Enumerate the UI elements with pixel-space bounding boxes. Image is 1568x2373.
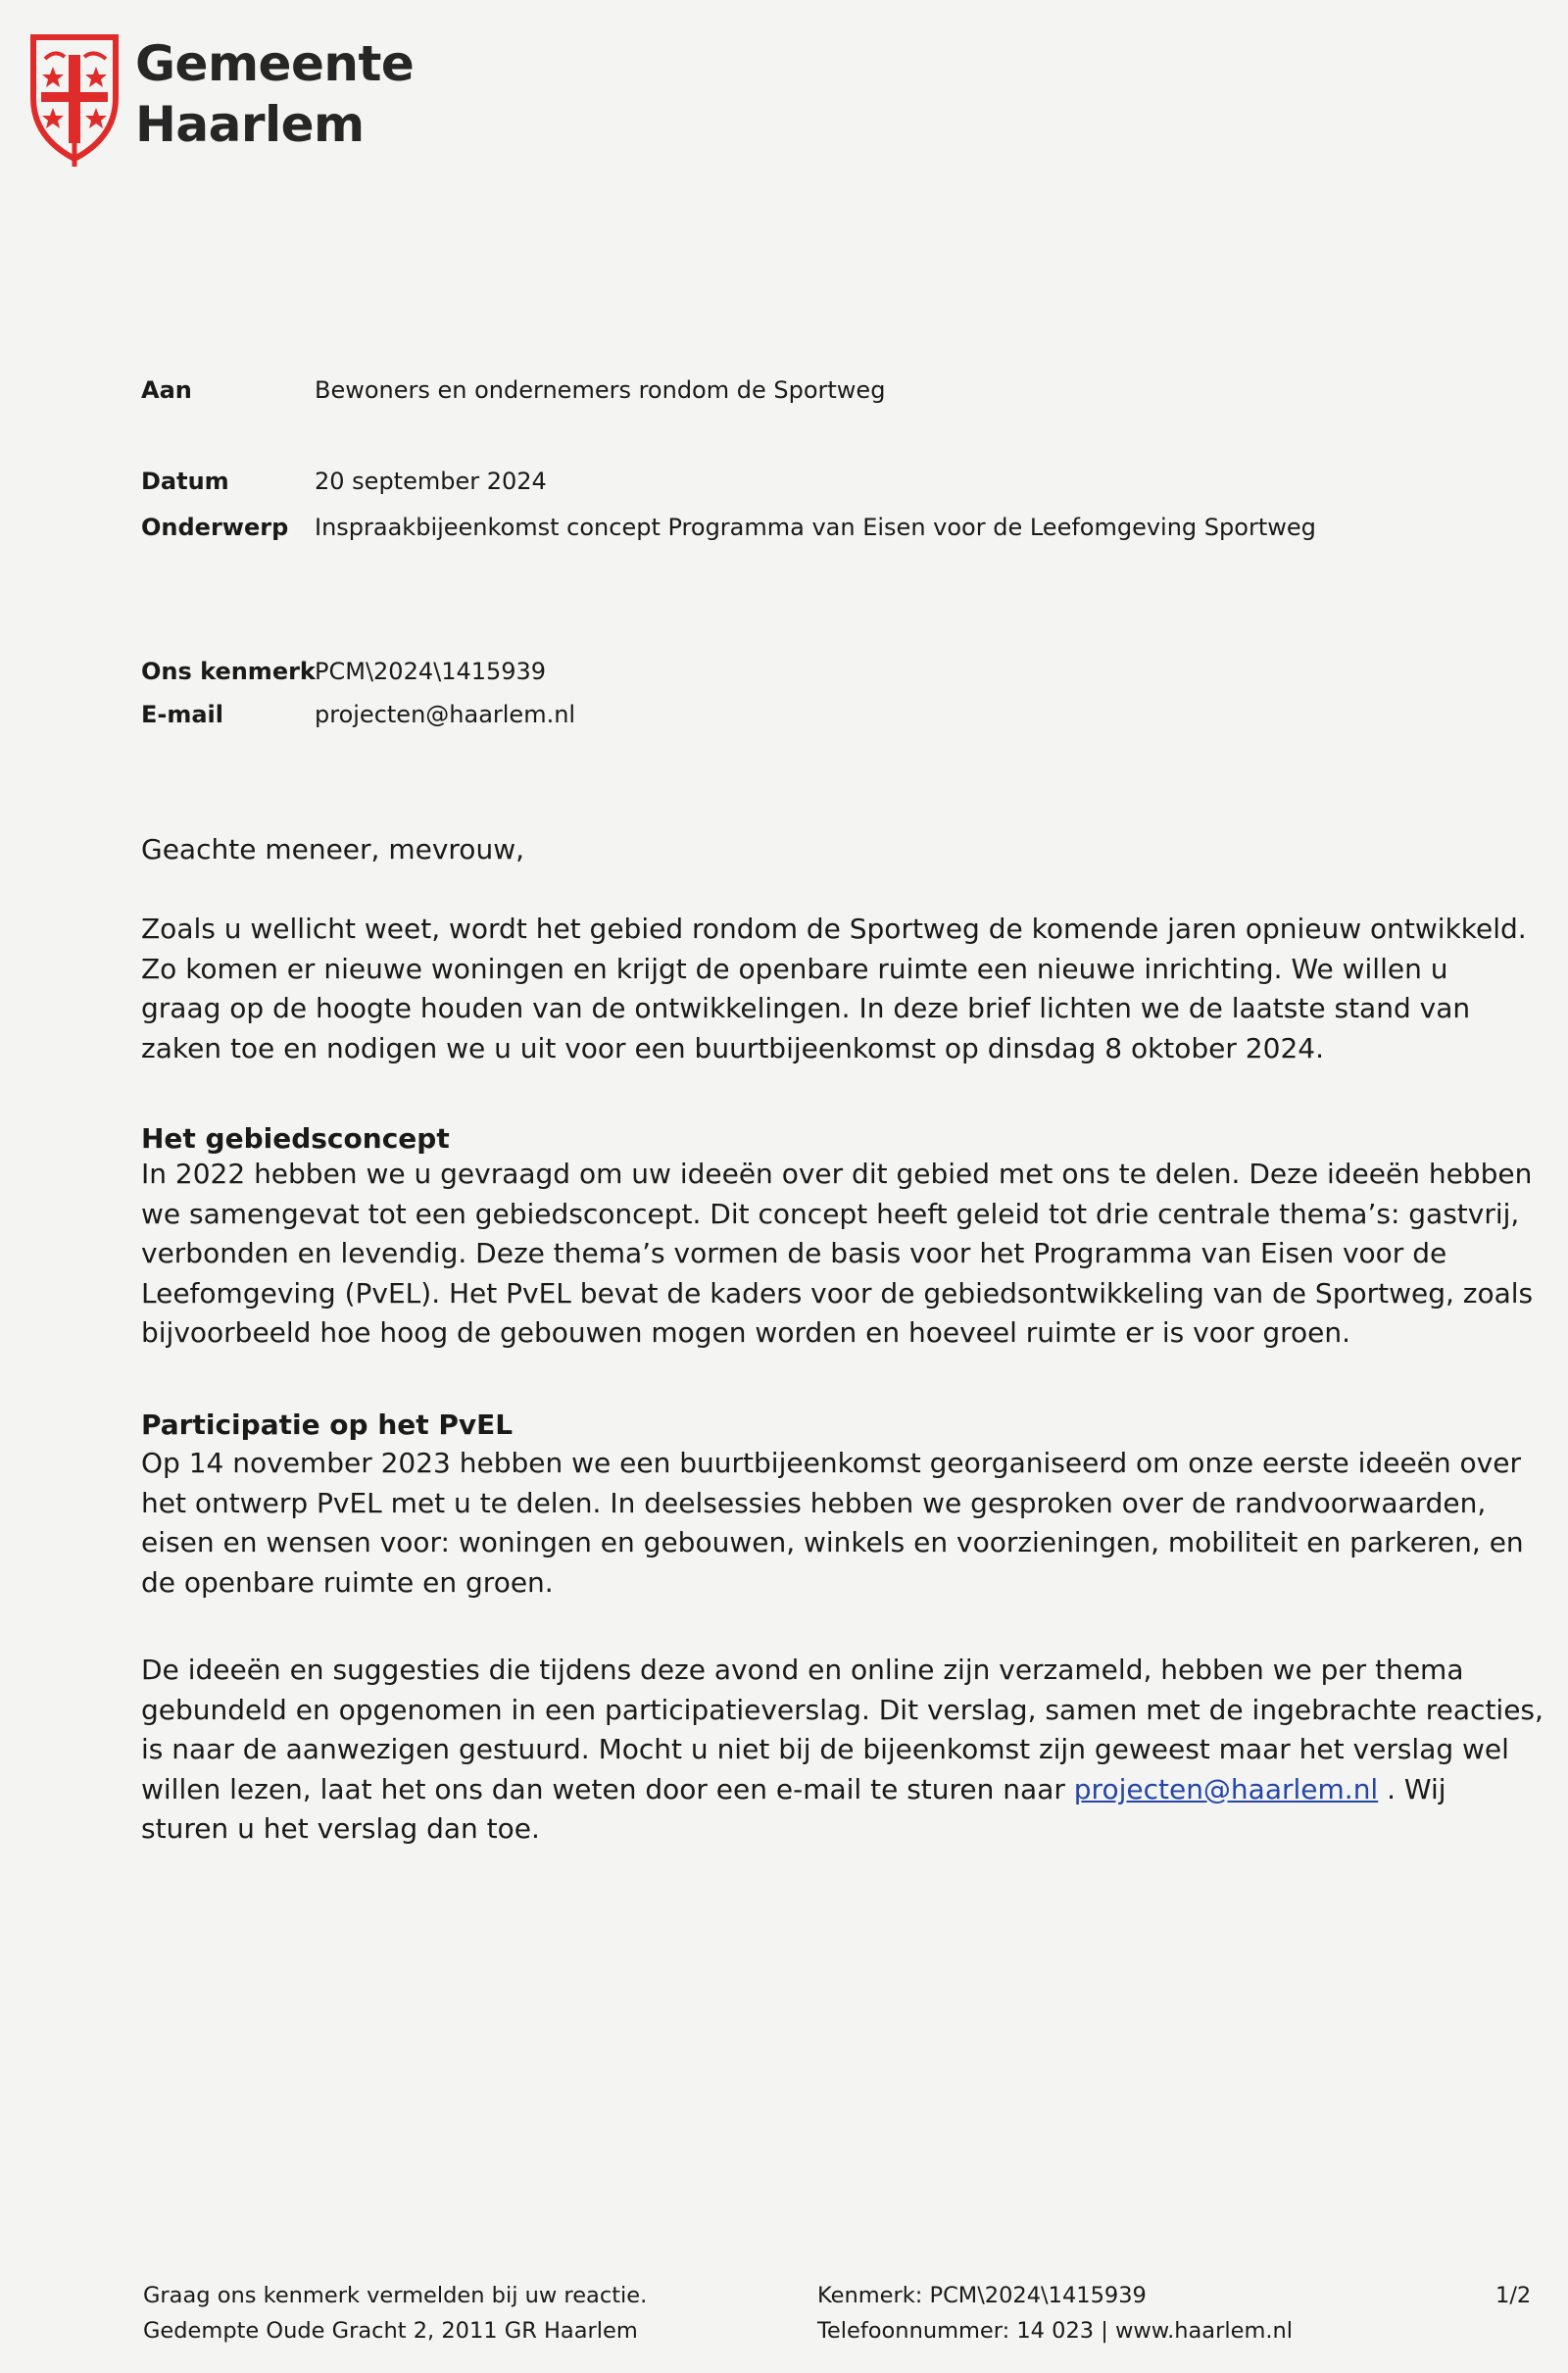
- paragraph-line: is naar de aanwezigen gestuurd. Mocht u niet bij de bijeenkomst zijn geweest maar het verslag wel: [141, 1733, 1509, 1766]
- paragraph-line: bijvoorbeeld hoe hoog de gebouwen mogen worden en hoeveel ruimte er is voor groen.: [141, 1316, 1351, 1350]
- paragraph-line: Leefomgeving (PvEL). Het PvEL bevat de kaders voor de gebiedsontwikkeling van de Sportweg, zoals: [141, 1276, 1534, 1310]
- paragraph-line: de openbare ruimte en groen.: [141, 1565, 554, 1599]
- recipient-value: Bewoners en ondernemers rondom de Sportweg: [315, 376, 886, 404]
- subject-label: Onderwerp: [141, 514, 289, 541]
- reference-value: PCM\2024\1415939: [315, 658, 547, 685]
- footer-center: [817, 2278, 1293, 2348]
- gebiedsconcept-paragraph: [141, 1155, 1533, 1354]
- paragraph-line: Op 14 november 2023 hebben we een buurtbijeenkomst georganiseerd om onze eerste ideeën over: [141, 1447, 1521, 1479]
- email-value[interactable]: projecten@haarlem.nl: [315, 701, 576, 728]
- paragraph-line: sturen u het verslag dan toe.: [141, 1812, 540, 1846]
- line-text: . Wij: [1378, 1772, 1446, 1805]
- intro-line: zaken toe en nodigen we u uit voor een buurtbijeenkomst op dinsdag 8 oktober 2024.: [141, 1031, 1324, 1064]
- footer-note: Graag ons kenmerk vermelden bij uw reactie.: [143, 2283, 648, 2308]
- footer-phone: Telefoonnummer: 14 023 | www.haarlem.nl: [817, 2318, 1294, 2344]
- projecten-email-link[interactable]: projecten@haarlem.nl: [1073, 1772, 1379, 1805]
- footer-left: [143, 2278, 647, 2348]
- paragraph-line: verbonden en levendig. Deze thema’s vormen de basis voor het Programma van Eisen voor de: [141, 1237, 1447, 1270]
- section-heading-gebiedsconcept: Het gebiedsconcept: [141, 1122, 450, 1155]
- participatie-paragraph: [141, 1444, 1533, 1603]
- intro-line: Zoals u wellicht weet, wordt het gebied rondom de Sportweg de komende jaren opnieuw ontwikkeld.: [141, 913, 1527, 945]
- paragraph-line: [141, 1770, 1533, 1810]
- section-heading-participatie: Participatie op het PvEL: [141, 1409, 514, 1441]
- haarlem-coat-of-arms-icon: [25, 29, 123, 167]
- email-label: E-mail: [141, 701, 224, 728]
- footer-reference: Kenmerk: PCM\2024\1415939: [817, 2283, 1147, 2308]
- reference-label: Ons kenmerk: [141, 658, 316, 685]
- subject-value: Inspraakbijeenkomst concept Programma van Eisen voor de Leefomgeving Sportweg: [315, 514, 1316, 541]
- page-number: 1/2: [1495, 2283, 1532, 2308]
- logo-line-1: Gemeente: [135, 35, 415, 92]
- logo-line-2: Haarlem: [135, 96, 365, 153]
- gemeente-haarlem-logo: [25, 29, 457, 167]
- date-label: Datum: [141, 468, 229, 495]
- intro-line: graag op de hoogte houden van de ontwikkelingen. In deze brief lichten we de laatste stand van: [141, 992, 1471, 1025]
- intro-line: Zo komen er nieuwe woningen en krijgt de openbare ruimte een nieuwe inrichting. We willen u: [141, 952, 1448, 985]
- paragraph-line: De ideeën en suggesties die tijdens deze avond en online zijn verzameld, hebben we per thema: [141, 1654, 1464, 1686]
- paragraph-line: In 2022 hebben we u gevraagd om uw ideeën over dit gebied met ons te delen. Deze ideeën hebben: [141, 1158, 1533, 1190]
- verslag-paragraph: [141, 1651, 1544, 1850]
- paragraph-line: gebundeld en opgenomen in een participatieverslag. Dit verslag, samen met de ingebrachte reacties,: [141, 1693, 1544, 1726]
- footer-address: Gedempte Oude Gracht 2, 2011 GR Haarlem: [143, 2318, 638, 2344]
- paragraph-line: we samengevat tot een gebiedsconcept. Dit concept heeft geleid tot drie centrale thema’s: gastvrij,: [141, 1197, 1520, 1230]
- paragraph-line: het ontwerp PvEL met u te delen. In deelsessies hebben we gesproken over de randvoorwaarden,: [141, 1486, 1487, 1519]
- salutation: Geachte meneer, mevrouw,: [141, 833, 524, 865]
- logo-wordmark: [135, 33, 414, 155]
- date-value: 20 september 2024: [315, 468, 547, 495]
- paragraph-line: eisen en wensen voor: woningen en gebouwen, winkels en voorzieningen, mobiliteit en parkeren, en: [141, 1526, 1524, 1559]
- line-text: willen lezen, laat het ons dan weten door een e-mail te sturen naar: [141, 1772, 1074, 1805]
- intro-paragraph: [141, 910, 1533, 1068]
- recipient-label: Aan: [141, 376, 192, 404]
